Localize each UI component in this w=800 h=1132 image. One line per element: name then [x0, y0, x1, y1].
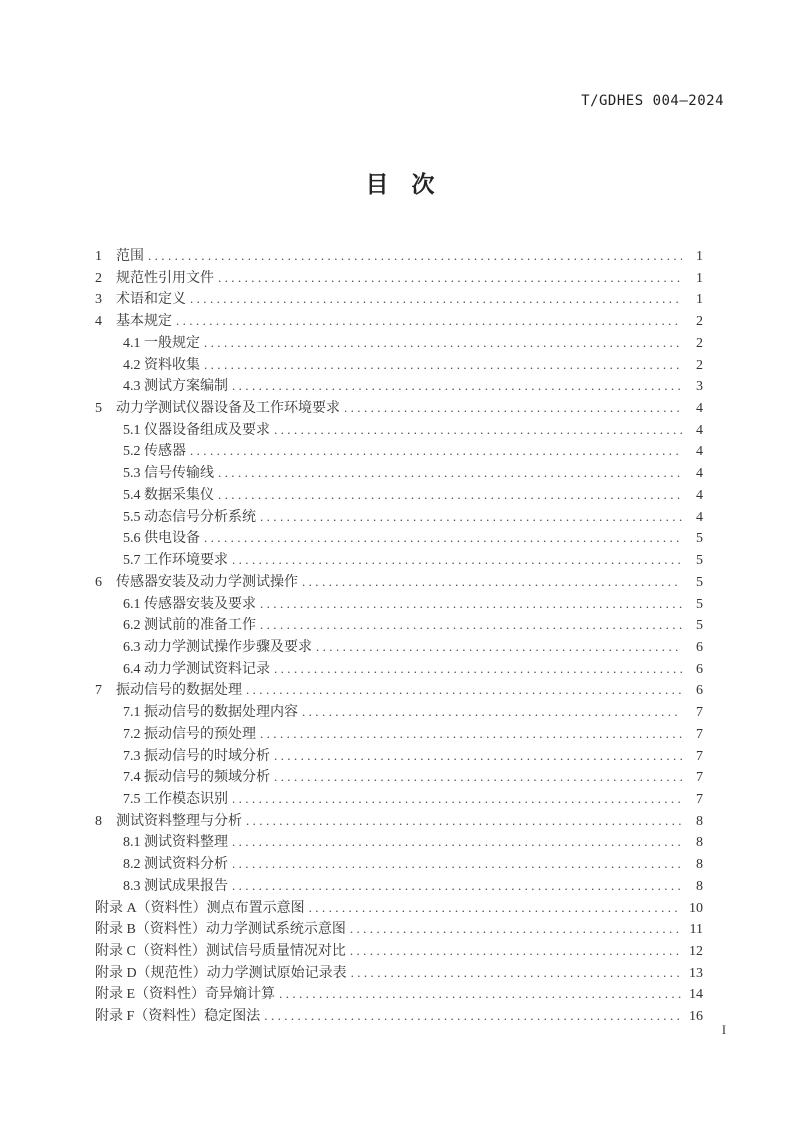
toc-entry[interactable] [95, 789, 703, 811]
toc-entry[interactable] [95, 441, 703, 463]
toc-entry[interactable] [95, 746, 703, 768]
toc-entry-page: 7 [696, 726, 703, 742]
dot-leader [204, 333, 682, 353]
dot-leader [350, 941, 682, 961]
dot-leader [260, 594, 682, 614]
toc-entry-label: 附录 F（资料性）稳定图法 [95, 1009, 261, 1025]
toc-entry-label: 7 振动信号的数据处理 [95, 683, 242, 699]
toc-entry[interactable] [95, 1006, 703, 1028]
toc-entry-page: 3 [696, 379, 703, 395]
toc-entry-label: 8.1 测试资料整理 [123, 835, 228, 851]
toc-entry[interactable] [95, 767, 703, 789]
toc-entry-page: 10 [689, 900, 703, 916]
dot-leader [218, 485, 682, 505]
toc-entry-label: 5.5 动态信号分析系统 [123, 509, 256, 525]
toc-entry[interactable] [95, 268, 703, 290]
toc-entry-page: 5 [696, 574, 703, 590]
toc-entry[interactable] [95, 289, 703, 311]
toc-entry[interactable] [95, 528, 703, 550]
toc-entry-page: 6 [696, 661, 703, 677]
dot-leader [204, 528, 682, 548]
toc-entry-page: 6 [696, 639, 703, 655]
toc-entry-page: 4 [696, 509, 703, 525]
toc-entry-page: 2 [696, 335, 703, 351]
dot-leader [232, 789, 682, 809]
toc-entry[interactable] [95, 941, 703, 963]
dot-leader [264, 1006, 682, 1026]
toc-entry-label: 3 术语和定义 [95, 292, 186, 308]
toc-entry[interactable] [95, 724, 703, 746]
toc-entry[interactable] [95, 659, 703, 681]
toc-entry-page: 7 [696, 791, 703, 807]
toc-entry-label: 7.5 工作模态识别 [123, 791, 228, 807]
toc-entry-page: 8 [696, 813, 703, 829]
toc-entry-page: 13 [689, 965, 703, 981]
toc-entry[interactable] [95, 355, 703, 377]
toc-entry-page: 8 [696, 835, 703, 851]
toc-entry-page: 4 [696, 422, 703, 438]
dot-leader [232, 376, 682, 396]
toc-entry-label: 5.2 传感器 [123, 444, 186, 460]
dot-leader [246, 680, 682, 700]
toc-entry-page: 5 [696, 553, 703, 569]
toc-entry[interactable] [95, 572, 703, 594]
dot-leader [309, 898, 682, 918]
toc-entry-label: 附录 C（资料性）测试信号质量情况对比 [95, 944, 346, 959]
toc-entry-label: 7.1 振动信号的数据处理内容 [123, 705, 298, 721]
toc-entry-page: 5 [696, 618, 703, 634]
toc-entry-label: 附录 B（资料性）动力学测试系统示意图 [95, 922, 346, 938]
toc-entry-page: 1 [696, 270, 703, 286]
toc-entry[interactable] [95, 832, 703, 854]
toc-entry-label: 8.2 测试资料分析 [123, 857, 228, 873]
toc-entry[interactable] [95, 333, 703, 355]
toc-entry-label: 5.6 供电设备 [123, 531, 200, 547]
dot-leader [274, 659, 682, 679]
toc-entry-page: 1 [696, 249, 703, 264]
toc-entry[interactable] [95, 680, 703, 702]
toc-entry[interactable] [95, 615, 703, 637]
toc-entry-label: 6.4 动力学测试资料记录 [123, 661, 270, 677]
toc-entry-label: 1 范围 [95, 249, 144, 264]
toc-entry[interactable] [95, 876, 703, 898]
dot-leader [344, 398, 682, 418]
toc-entry[interactable] [95, 898, 703, 920]
dot-leader [350, 919, 682, 939]
toc-entry-label: 7.3 振动信号的时域分析 [123, 748, 270, 764]
toc-entry[interactable] [95, 550, 703, 572]
dot-leader [232, 550, 682, 570]
toc-entry[interactable] [95, 984, 703, 1006]
toc-entry-label: 附录 E（资料性）奇异熵计算 [95, 987, 276, 1003]
toc-entry-label: 附录 D（规范性）动力学测试原始记录表 [95, 965, 347, 981]
dot-leader [274, 746, 682, 766]
toc-entry-page: 4 [696, 487, 703, 503]
toc-entry-label: 附录 A（资料性）测点布置示意图 [95, 900, 305, 916]
toc-entry-page: 4 [696, 444, 703, 460]
toc-entry[interactable] [95, 507, 703, 529]
toc-entry[interactable] [95, 963, 703, 985]
toc-entry-label: 5.1 仪器设备组成及要求 [123, 422, 270, 438]
toc-entry[interactable] [95, 311, 703, 333]
toc-entry[interactable] [95, 594, 703, 616]
toc-entry-page: 4 [696, 401, 703, 417]
toc-entry[interactable] [95, 463, 703, 485]
dot-leader [274, 767, 682, 787]
dot-leader [190, 441, 682, 461]
toc-entry[interactable] [95, 376, 703, 398]
dot-leader [232, 876, 682, 896]
toc-entry[interactable] [95, 811, 703, 833]
toc-entry-page: 5 [696, 596, 703, 612]
page-title: 目 次 [365, 172, 435, 197]
toc-entry-label: 4.2 资料收集 [123, 357, 200, 373]
toc-entry-label: 5.7 工作环境要求 [123, 553, 228, 569]
toc-list [95, 246, 703, 1028]
dot-leader [279, 984, 682, 1004]
dot-leader [232, 832, 682, 852]
toc-entry-label: 4.1 一般规定 [123, 335, 200, 351]
dot-leader [218, 268, 682, 288]
dot-leader [246, 811, 682, 831]
toc-entry[interactable] [95, 854, 703, 876]
toc-entry-label: 5.4 数据采集仪 [123, 487, 214, 503]
toc-entry-page: 8 [696, 857, 703, 873]
dot-leader [176, 311, 682, 331]
toc-entry-page: 5 [696, 531, 703, 547]
toc-entry-page: 16 [689, 1009, 703, 1025]
dot-leader [274, 420, 682, 440]
dot-leader [232, 854, 682, 874]
toc-entry-page: 14 [689, 987, 703, 1003]
toc-entry-page: 11 [689, 922, 703, 938]
toc-entry-label: 7.2 振动信号的预处理 [123, 726, 256, 742]
footer-page-number: I [721, 1023, 726, 1037]
dot-leader [302, 572, 682, 592]
dot-leader [302, 702, 682, 722]
dot-leader [148, 246, 682, 266]
toc-entry-label: 8 测试资料整理与分析 [95, 813, 242, 829]
toc-entry-label: 7.4 振动信号的频域分析 [123, 770, 270, 786]
toc-entry-page: 7 [696, 748, 703, 764]
dot-leader [218, 463, 682, 483]
toc-entry-page: 7 [696, 705, 703, 721]
dot-leader [260, 507, 682, 527]
toc-entry[interactable] [95, 398, 703, 420]
toc-entry-page: 1 [696, 292, 703, 308]
toc-entry-label: 4.3 测试方案编制 [123, 379, 228, 395]
toc-entry-label: 4 基本规定 [95, 314, 172, 330]
toc-entry-label: 5 动力学测试仪器设备及工作环境要求 [95, 401, 340, 417]
toc-entry-label: 6.1 传感器安装及要求 [123, 596, 256, 612]
toc-entry-label: 6.2 测试前的准备工作 [123, 618, 256, 634]
toc-entry[interactable] [95, 420, 703, 442]
toc-entry-page: 6 [696, 683, 703, 699]
toc-entry-page: 8 [696, 878, 703, 894]
toc-entry-label: 2 规范性引用文件 [95, 270, 214, 286]
toc-entry-page: 2 [696, 314, 703, 330]
dot-leader [316, 637, 682, 657]
dot-leader [190, 289, 682, 309]
toc-entry[interactable] [95, 919, 703, 941]
standard-code: T/GDHES 004—2024 [581, 93, 724, 109]
toc-entry-page: 2 [696, 357, 703, 373]
toc-entry-label: 8.3 测试成果报告 [123, 878, 228, 894]
toc-entry-page: 12 [689, 944, 703, 959]
toc-entry-page: 7 [696, 770, 703, 786]
dot-leader [260, 615, 682, 635]
toc-entry[interactable] [95, 702, 703, 724]
toc-entry-label: 5.3 信号传输线 [123, 466, 214, 482]
toc-entry-label: 6.3 动力学测试操作步骤及要求 [123, 639, 312, 655]
dot-leader [351, 963, 682, 983]
toc-entry-label: 6 传感器安装及动力学测试操作 [95, 574, 298, 590]
dot-leader [204, 355, 682, 375]
toc-entry-page: 4 [696, 466, 703, 482]
dot-leader [260, 724, 682, 744]
toc-entry[interactable] [95, 246, 703, 268]
toc-entry[interactable] [95, 485, 703, 507]
toc-entry[interactable] [95, 637, 703, 659]
